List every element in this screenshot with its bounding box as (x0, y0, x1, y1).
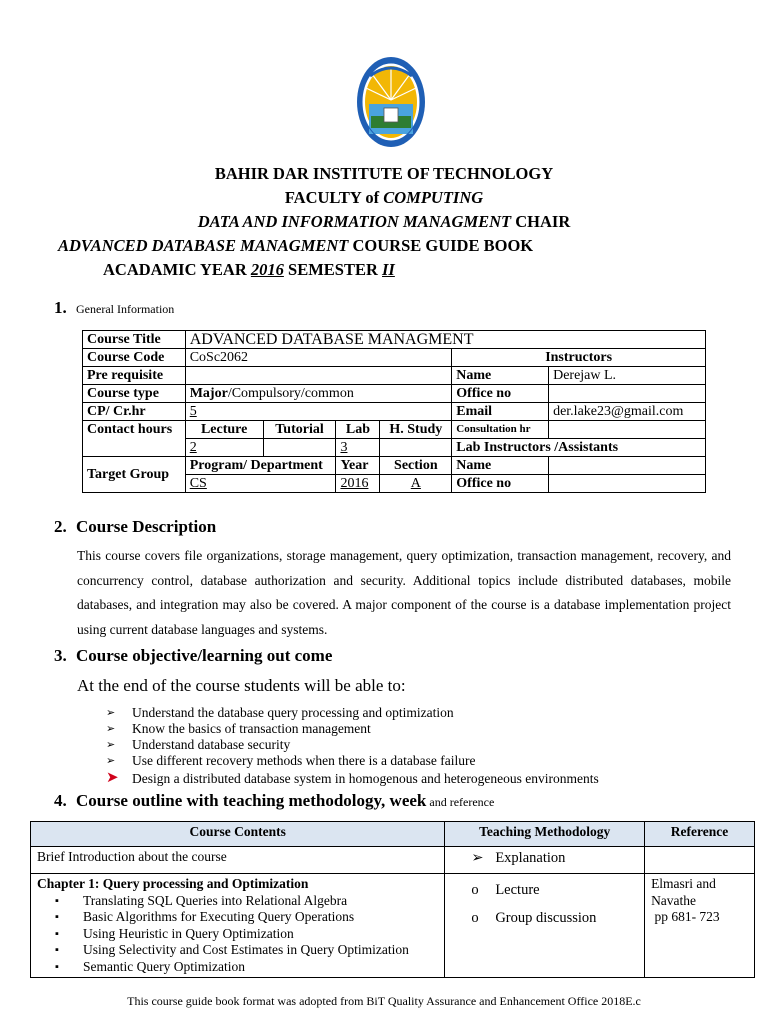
intro-method: ➢ Explanation (445, 847, 645, 874)
section-general-information: 1. General Information (54, 298, 175, 317)
arrowhead-bullet-icon: ➢ (106, 739, 116, 751)
course-type-value: Major/Compulsory/common (185, 385, 452, 403)
credit-hours-value: 5 (185, 403, 452, 421)
academic-year: ACADAMIC YEAR 2016 SEMESTER II (103, 260, 395, 279)
contact-hours-label: Contact hours (83, 421, 186, 457)
tutorial-label: Tutorial (263, 421, 336, 439)
chapter1-methods: o Lecture o Group discussion (445, 874, 645, 978)
intro-reference (645, 847, 755, 874)
arrowhead-bullet-icon: ➢ (471, 850, 484, 866)
instructor-name-value: Derejaw L. (549, 367, 706, 385)
assistant-office-value (549, 475, 706, 493)
chapter1-reference: Elmasri and Navathe pp 681- 723 (645, 874, 755, 978)
instructor-name-label: Name (452, 367, 549, 385)
list-item: ➢ Use different recovery methods when there is a database failure (106, 753, 476, 768)
email-label: Email (452, 403, 549, 421)
table-row (31, 847, 755, 874)
table-row (31, 874, 755, 978)
assistant-name-label: Name (452, 457, 549, 475)
program-department-label: Program/ Department (185, 457, 336, 475)
home-study-value (380, 439, 452, 457)
footer-note: This course guide book format was adopted from BiT Quality Assurance and Enhancement Office 2018E.c (127, 994, 641, 1008)
chapter1-content (31, 874, 445, 978)
teaching-methodology-header: Teaching Methodology (445, 822, 645, 847)
section-course-objective: 3. Course objective/learning out come (54, 646, 333, 665)
section-course-outline: 4. Course outline with teaching methodology, week and reference (54, 791, 495, 810)
office-no-value (549, 385, 706, 403)
course-title-label: Course Title (83, 331, 186, 349)
lecture-label: Lecture (185, 421, 263, 439)
faculty-name: FACULTY of COMPUTING (284, 188, 484, 207)
intro-content: Brief Introduction about the course (31, 847, 445, 874)
home-study-label: H. Study (380, 421, 452, 439)
section-value: A (380, 475, 452, 493)
objectives-list (106, 705, 599, 787)
chapter1-topics (37, 893, 438, 976)
program-value: CS (185, 475, 336, 493)
circle-bullet-icon: o (471, 882, 479, 898)
course-description-text: This course covers file organizations, storage management, query optimization, transaction management, recovery, and concurrency control, database authorization and security. Additional topics include distributed databases, mobile databases, and integration may also be covered. A major component of the course is a database implementation project using current database languages and systems. (77, 548, 731, 637)
lecture-hours-value: 2 (185, 439, 263, 457)
course-code-value: CoSc2062 (185, 349, 452, 367)
year-label: Year (336, 457, 380, 475)
list-item: ➢ Understand database security (106, 737, 291, 752)
email-value: der.lake23@gmail.com (549, 403, 706, 421)
reference-header: Reference (645, 822, 755, 847)
prerequisite-label: Pre requisite (83, 367, 186, 385)
institute-name: BAHIR DAR INSTITUTE OF TECHNOLOGY (214, 164, 554, 183)
arrowhead-bullet-icon: ➤ (106, 770, 119, 786)
assistant-office-label: Office no (452, 475, 549, 493)
arrowhead-bullet-icon: ➢ (106, 755, 116, 767)
list-item: ▪ Translating SQL Queries into Relational Algebra (55, 893, 438, 910)
course-outline-table (30, 821, 755, 978)
lab-instructors-label: Lab Instructors /Assistants (452, 439, 706, 457)
general-information-table (82, 330, 706, 493)
list-item: ▪ Using Heuristic in Query Optimization (55, 926, 438, 943)
arrowhead-bullet-icon: ➢ (106, 707, 116, 719)
list-item: ▪ Semantic Query Optimization (55, 959, 438, 976)
course-contents-header: Course Contents (31, 822, 445, 847)
lab-hours-value: 3 (336, 439, 380, 457)
section-course-description: 2. Course Description (54, 517, 217, 536)
year-value: 2016 (336, 475, 380, 493)
list-item: ➢ Understand the database query processing and optimization (106, 705, 454, 720)
arrowhead-bullet-icon: ➢ (106, 723, 116, 735)
university-seal-logo (356, 56, 426, 148)
prerequisite-value (185, 367, 452, 385)
circle-bullet-icon: o (471, 910, 479, 926)
course-guide-title: ADVANCED DATABASE MANAGMENT COURSE GUIDE BOOK (58, 236, 534, 255)
course-code-label: Course Code (83, 349, 186, 367)
chair-name: DATA AND INFORMATION MANAGMENT CHAIR (197, 212, 571, 231)
course-title-value: ADVANCED DATABASE MANAGMENT (185, 331, 705, 349)
list-item: ▪ Using Selectivity and Cost Estimates in Query Optimization (55, 942, 438, 959)
objectives-lead: At the end of the course students will be able to: (77, 676, 406, 695)
target-group-label: Target Group (83, 457, 186, 493)
tutorial-hours-value (263, 439, 336, 457)
assistant-name-value (549, 457, 706, 475)
chapter1-title: Chapter 1: Query processing and Optimization (37, 876, 309, 891)
list-item: ▪ Basic Algorithms for Executing Query Operations (55, 909, 438, 926)
consultation-hours-value (549, 421, 706, 439)
list-item: ➤ Design a distributed database system in homogenous and heterogeneous environments (106, 770, 599, 786)
course-type-label: Course type (83, 385, 186, 403)
consultation-hours-label: Consultation hr (452, 421, 549, 439)
lab-label: Lab (336, 421, 380, 439)
list-item: ➢ Know the basics of transaction management (106, 721, 371, 736)
instructors-label: Instructors (452, 349, 706, 367)
credit-hours-label: CP/ Cr.hr (83, 403, 186, 421)
office-no-label: Office no (452, 385, 549, 403)
section-label: Section (380, 457, 452, 475)
